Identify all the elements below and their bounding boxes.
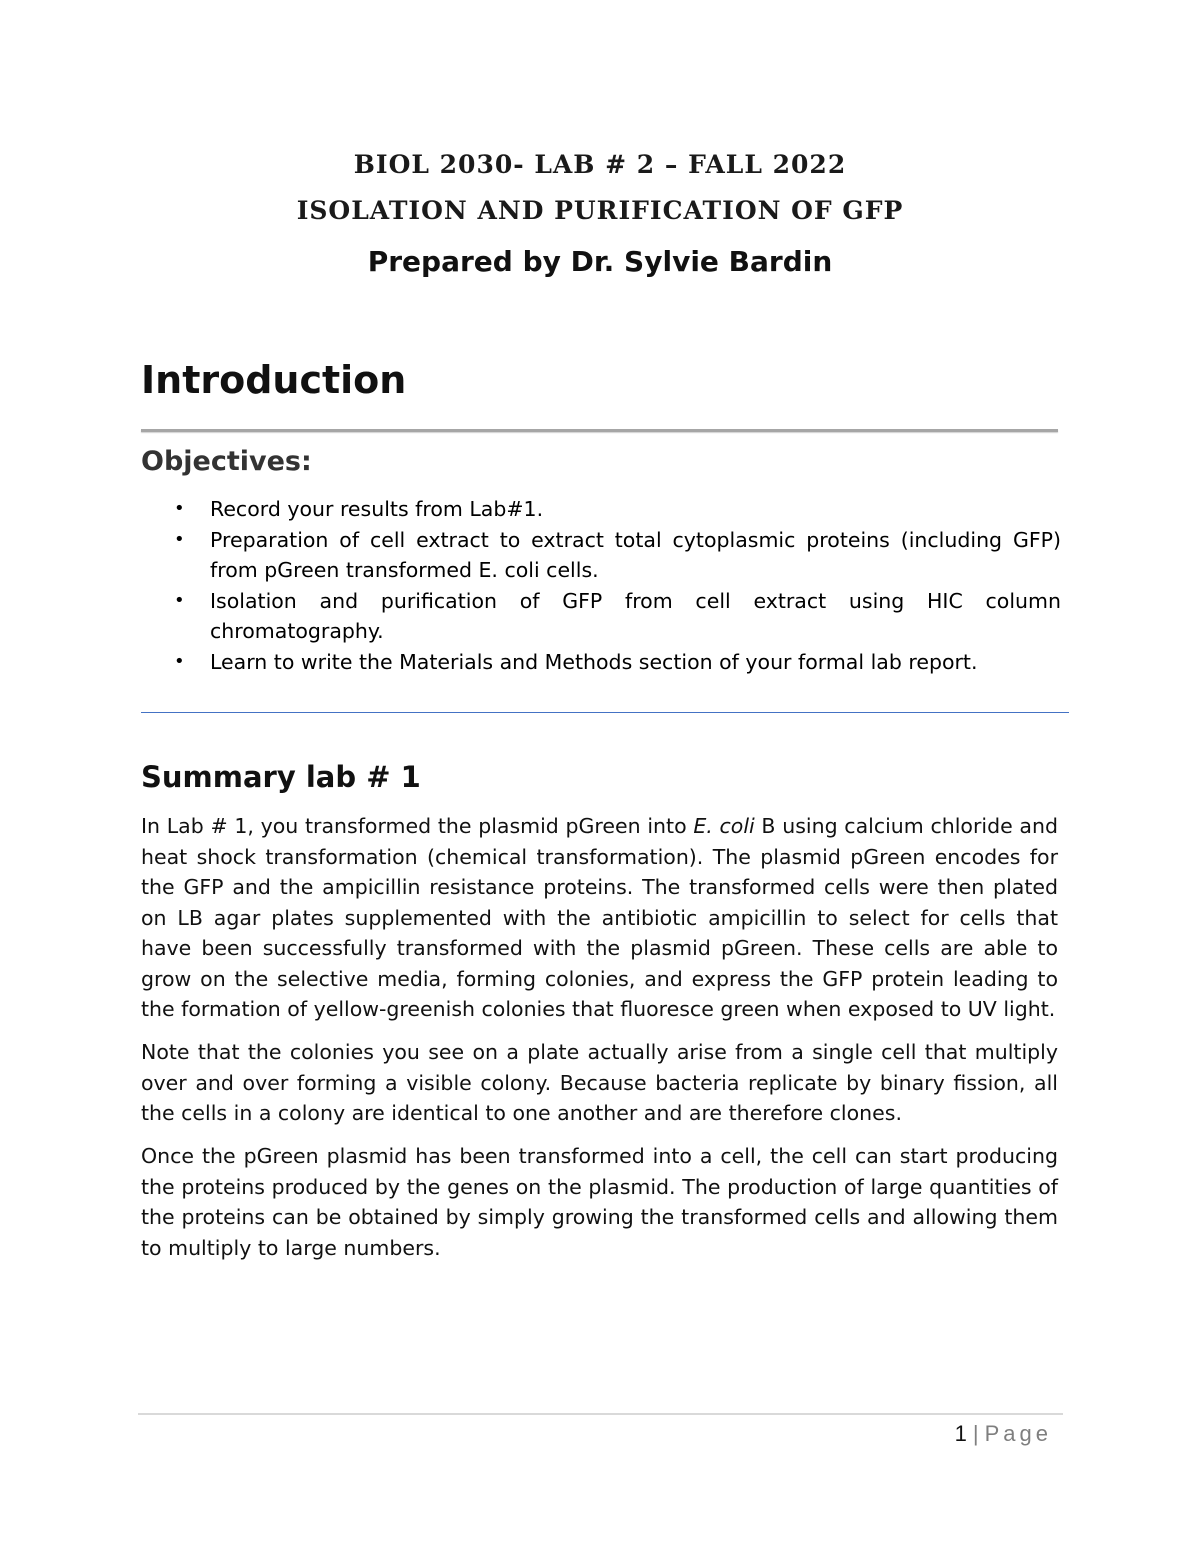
section-divider-blue (141, 712, 1069, 713)
summary-paragraph-2: Note that the colonies you see on a plate actually arise from a single cell that multiply over and over forming a visible colony. Because bacteria replicate by binary fission, all the cells in a colony are identical to one another and are therefore clones. (141, 1040, 1058, 1125)
objective-text: Isolation and purification of GFP from cell extract using HIC column chromatography. (210, 588, 1061, 643)
summary-heading: Summary lab # 1 (141, 760, 421, 794)
footer-divider (138, 1413, 1063, 1415)
document-title-line-2: ISOLATION AND PURIFICATION OF GFP (296, 196, 904, 225)
author-subtitle: Prepared by Dr. Sylvie Bardin (367, 245, 833, 278)
summary-paragraph-1 (141, 811, 1058, 1025)
summary-paragraph-3: Once the pGreen plasmid has been transformed into a cell, the cell can start producing the proteins produced by the genes on the plasmid. The production of large quantities of the proteins can be obtained by simply growing the transformed cells and allowing them to multiply to large numbers. (141, 1144, 1058, 1260)
page-footer (955, 1421, 1052, 1447)
objectives-list (141, 494, 1061, 677)
page-number: 1 (954, 1421, 967, 1446)
page-label: Page (984, 1421, 1052, 1446)
list-item (141, 494, 1061, 525)
list-item (141, 525, 1061, 586)
organism-name: E. coli (693, 814, 755, 838)
section-divider (141, 429, 1058, 432)
objectives-heading: Objectives: (141, 446, 312, 477)
document-title-line-1: BIOL 2030- LAB # 2 – FALL 2022 (353, 150, 847, 179)
bullet-icon: • (174, 528, 185, 550)
footer-separator: | (972, 1421, 979, 1446)
introduction-heading: Introduction (141, 358, 407, 402)
objective-text: Record your results from Lab#1. (210, 497, 544, 521)
bullet-icon: • (174, 498, 185, 519)
objective-text: Learn to write the Materials and Methods section of your formal lab report. (210, 649, 978, 674)
objective-text: Preparation of cell extract to extract total cytoplasmic proteins (including GFP) from pGreen transformed E. coli cells. (210, 527, 1061, 582)
paragraph-text: In Lab # 1, you transformed the plasmid pGreen into (141, 814, 694, 838)
bullet-icon: • (174, 650, 185, 672)
list-item (141, 647, 1061, 678)
paragraph-text: B using calcium chloride and heat shock transformation (chemical transformation). The plasmid pGreen encodes for the GFP and the ampicillin resistance proteins. The transformed cells were then plated on LB agar plates supplemented with the antibiotic ampicillin to select for cells that have been successfully transformed with the plasmid pGreen. These cells are able to grow on the selective media, forming colonies, and express the GFP protein leading to the formation of yellow-greenish colonies that fluoresce green when exposed to UV light. (141, 814, 1058, 1021)
bullet-icon: • (174, 589, 185, 611)
list-item (141, 586, 1061, 647)
